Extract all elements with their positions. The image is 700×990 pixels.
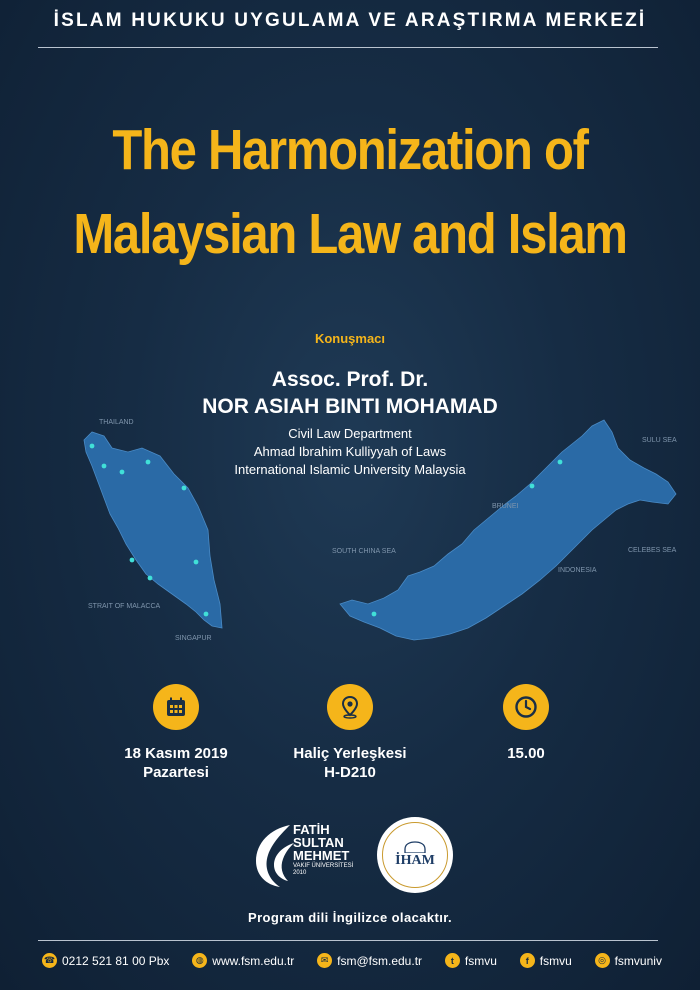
phone-icon: ☎ [42,953,57,968]
facebook-text[interactable]: fsmvu [539,953,572,968]
map-label-brunei: BRUNEI [492,503,519,510]
fsm-logo-line-3: MEHMET [293,848,350,863]
map-label-thailand: THAILAND [99,419,134,426]
speaker-name: NOR ASIAH BINTI MOHAMAD [202,395,498,418]
map-point [148,576,153,581]
instagram-icon: ◎ [595,953,610,968]
event-date: 18 Kasım 2019 [124,745,228,762]
map-label-celebes-sea: CELEBES SEA [628,547,677,554]
footer-divider [38,940,658,941]
event-title-line-1: The Harmonization of [112,118,588,182]
date-text [96,744,256,782]
fsm-logo-line-5: 2010 [293,870,307,876]
email-text[interactable]: fsm@fsm.edu.tr [337,953,423,968]
fsm-logo-line-4: VAKIF ÜNİVERSİTESİ [293,863,354,869]
calendar-icon [153,684,199,730]
affiliation-line-2: Ahmad Ibrahim Kulliyyah of Laws [253,444,447,459]
footer-phone [42,953,169,968]
event-room: H-D210 [324,764,376,781]
fsm-logo-icon [250,821,298,891]
logos-row [0,815,700,895]
fsm-logo-line-1: FATİH [293,822,330,837]
date-info [96,684,256,782]
iham-seal [377,817,453,893]
map-label-indonesia: INDONESIA [558,567,597,574]
map-point [194,560,199,565]
iham-seal-ring [382,822,448,888]
map-point [530,484,535,489]
event-title-line-2: Malaysian Law and Islam [73,202,627,266]
map-label-sulu-sea: SULU SEA [642,437,677,444]
event-time: 15.00 [507,745,545,762]
fsm-logo-line-2: SULTAN [293,835,344,850]
header-divider [38,47,658,48]
twitter-text[interactable]: fsmvu [464,953,497,968]
instagram-text[interactable]: fsmvuniv [614,953,662,968]
map-point [182,486,187,491]
location-text [270,744,430,782]
time-info [446,684,606,763]
speaker-title: Assoc. Prof. Dr. [271,368,429,391]
footer-facebook[interactable] [520,953,572,968]
footer-instagram[interactable] [595,953,662,968]
iham-seal-text: İHAM [395,853,435,868]
twitter-icon: t [445,953,460,968]
facebook-icon: f [520,953,535,968]
affiliation-line-1: Civil Law Department [288,426,412,441]
location-info [270,684,430,782]
event-title [49,108,651,276]
clock-icon [503,684,549,730]
affiliation-line-3: International Islamic University Malaysia [234,462,466,477]
map-label-singapur: SINGAPUR [175,635,212,642]
center-name-header: İSLAM HUKUKU UYGULAMA VE ARAŞTIRMA MERKEZİ [53,10,647,31]
envelope-icon: ✉ [317,953,332,968]
map-point [204,612,209,617]
program-language-note: Program dili İngilizce olacaktır. [248,910,452,925]
event-day: Pazartesi [143,764,209,781]
dome-icon [402,841,428,853]
footer-twitter[interactable] [445,953,497,968]
footer-email[interactable] [317,953,422,968]
map-point [130,558,135,563]
map-label-strait: STRAIT OF MALACCA [88,603,161,610]
time-text [446,744,606,763]
map-label-south-china-sea: SOUTH CHINA SEA [332,548,396,555]
phone-text: 0212 521 81 00 Pbx [62,953,170,968]
map-point [372,612,377,617]
footer-contacts [42,953,662,968]
speaker-label: Konuşmacı [314,331,386,346]
footer-website[interactable] [192,953,294,968]
location-pin-icon [327,684,373,730]
globe-icon: ◍ [192,953,207,968]
event-venue: Haliç Yerleşkesi [293,745,407,762]
fsm-logo-text [293,823,353,877]
website-text[interactable]: www.fsm.edu.tr [212,953,295,968]
